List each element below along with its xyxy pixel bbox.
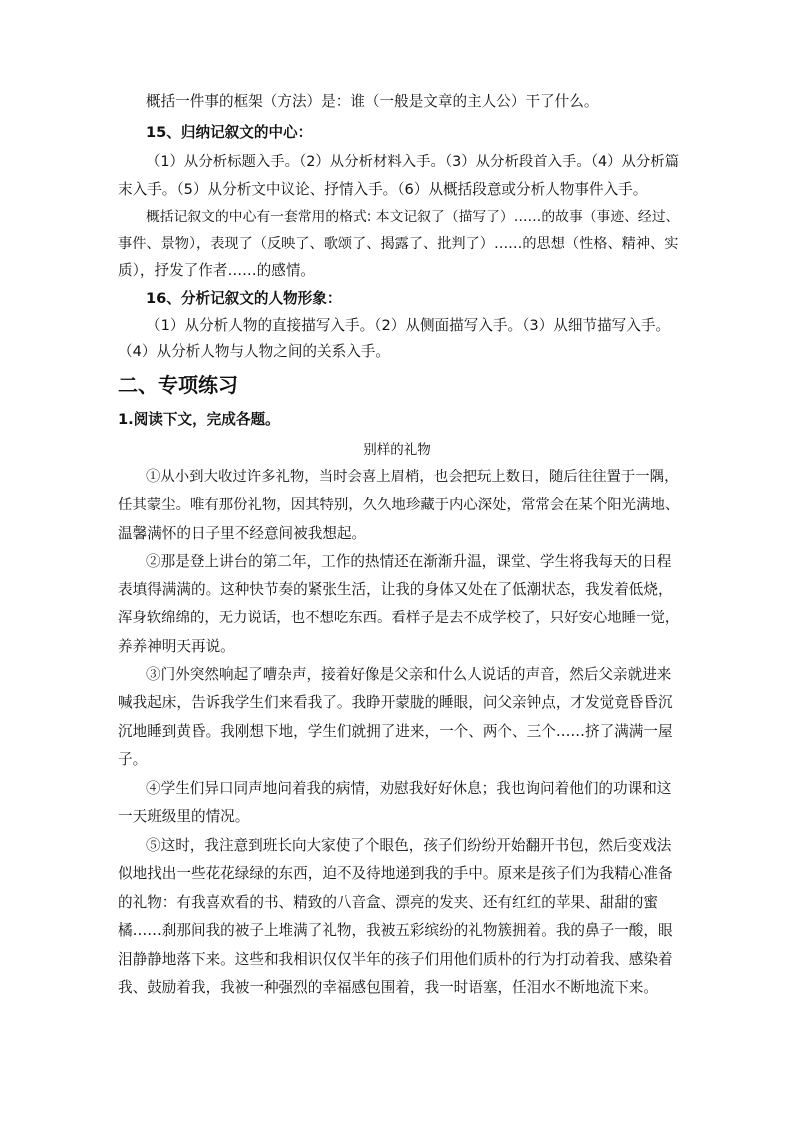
essay-line: ③门外突然响起了嘈杂声，接着好像是父亲和什么人说话的声音，然后父亲就进来 xyxy=(146,666,672,683)
essay-line: 子。 xyxy=(118,751,148,768)
essay-line: ①从小到大收过许多礼物，当时会喜上眉梢，也会把玩上数日，随后往往置于一隅， xyxy=(146,469,679,485)
essay-line: 的礼物：有我喜欢看的书、精致的八音盒、漂亮的发夹、还有红红的苹果、甜甜的蜜 xyxy=(118,894,658,911)
text-line: 末入手。（5）从分析文中议论、抒情入手。（6）从概括段意或分析人物事件入手。 xyxy=(118,181,648,198)
essay-line: 似地找出一些花花绿绿的东西，迫不及待地递到我的手中。原来是孩子们为我精心准备 xyxy=(118,865,673,882)
essay-line: ②那是登上讲台的第二年，工作的热情还在渐渐升温，课堂、学生将我每天的日程 xyxy=(146,553,672,570)
heading-16: 16、分析记叙文的人物形象： xyxy=(146,290,342,307)
text-line: （1）从分析人物的直接描写入手。（2）从侧面描写入手。（3）从细节描写入手。 xyxy=(146,317,671,334)
question-label: 1.阅读下文，完成各题。 xyxy=(118,411,280,428)
essay-line: 表填得满满的。这种快节奏的紧张生活，让我的身体又处在了低潮状态，我发着低烧， xyxy=(118,581,673,598)
essay-line: 一天班级里的情况。 xyxy=(118,808,250,825)
essay-line: 泪静静地落下来。这些和我相识仅仅半年的孩子们用他们质朴的行为打动着我、感染着 xyxy=(118,951,673,968)
text-line: 概括记叙文的中心有一套常用的格式: 本文记叙了（描写了）……的故事（事迹、经过、 xyxy=(146,209,680,225)
essay-line: 我、鼓励着我，我被一种强烈的幸福感包围着，我一时语塞，任泪水不断地流下来。 xyxy=(118,979,658,996)
essay-line: 温馨满怀的日子里不经意间被我想起。 xyxy=(118,525,367,542)
essay-line: 沉地睡到黄昏。我刚想下地，学生们就拥了进来，一个、两个、三个……挤了满满一屋 xyxy=(118,723,673,740)
text-line: （1）从分析标题入手。（2）从分析材料入手。（3）从分析段首入手。（4）从分析篇 xyxy=(146,154,680,170)
essay-line: 任其蒙尘。唯有那份礼物，因其特别，久久地珍藏于内心深处，常常会在某个阳光满地、 xyxy=(118,497,680,513)
text-line: （4）从分析人物与人物之间的关系入手。 xyxy=(118,343,390,360)
essay-line: ⑤这时，我注意到班长向大家使了个眼色，孩子们纷纷开始翻开书包，然后变戏法 xyxy=(146,837,672,854)
essay-title: 别样的礼物 xyxy=(363,442,431,458)
essay-line: 橘……刹那间我的被子上堆满了礼物，我被五彩缤纷的礼物簇拥着。我的鼻子一酸，眼 xyxy=(118,922,673,939)
section-heading: 二、专项练习 xyxy=(118,373,238,397)
text-line: 质），抒发了作者……的感情。 xyxy=(118,262,316,279)
text-line: 事件、景物），表现了（反映了、歌颂了、揭露了、批判了）……的思想（性格、精神、实 xyxy=(118,236,679,252)
method-frame-line: 概括一件事的框架（方法）是：谁（一般是文章的主人公）干了什么。 xyxy=(146,93,599,110)
essay-line: ④学生们异口同声地问着我的病情，劝慰我好好休息；我也询问着他们的功课和这 xyxy=(146,780,672,797)
essay-line: 养养神明天再说。 xyxy=(118,638,235,655)
heading-15: 15、归纳记叙文的中心： xyxy=(146,124,313,141)
essay-line: 喊我起床，告诉我学生们来看我了。我睁开蒙胧的睡眼，问父亲钟点，才发觉竟昏昏沉 xyxy=(118,694,673,711)
essay-line: 浑身软绵绵的，无力说话，也不想吃东西。看样子是去不成学校了，只好安心地睡一觉， xyxy=(118,610,680,626)
